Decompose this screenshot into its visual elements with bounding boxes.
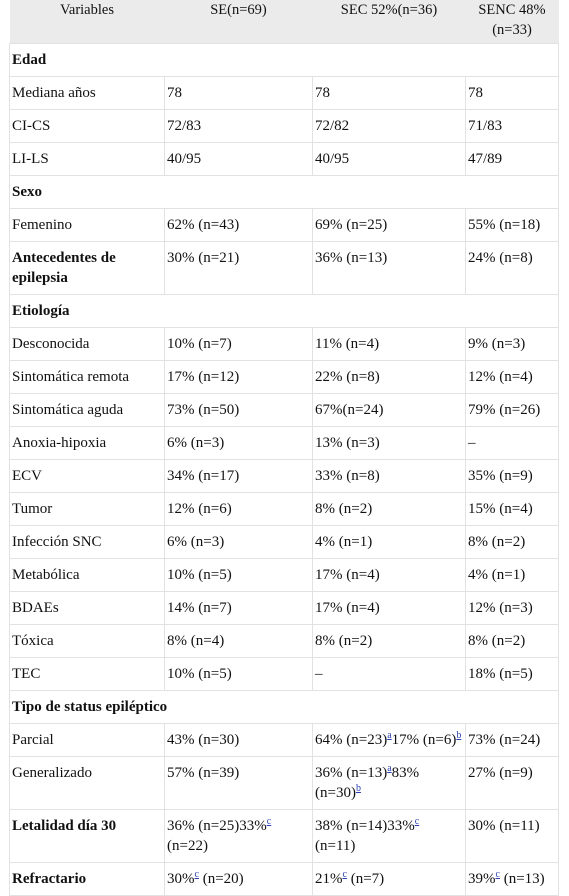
table-cell <box>313 810 466 863</box>
table-cell: 79% (n=26) <box>466 394 559 427</box>
table-cell: 30% (n=21) <box>165 242 313 295</box>
cell-text: 64% (n=23) <box>315 732 388 748</box>
table-cell: 57% (n=39) <box>165 757 313 810</box>
table-cell: 9% (n=3) <box>466 328 559 361</box>
table-row <box>10 863 559 896</box>
table-cell: 47/89 <box>466 143 559 176</box>
row-label: BDAEs <box>10 592 165 625</box>
cell-text: (n=20) <box>198 871 244 887</box>
table-row <box>10 658 559 691</box>
header-sec: SEC 52%(n=36) <box>313 0 466 44</box>
section-row <box>10 295 559 328</box>
section-title: Sexo <box>10 176 559 209</box>
table-row <box>10 242 559 295</box>
row-label: Desconocida <box>10 328 165 361</box>
row-label: LI-LS <box>10 143 165 176</box>
table-cell: 18% (n=5) <box>466 658 559 691</box>
cell-text: (n=13) <box>499 871 545 887</box>
table-cell <box>313 724 466 757</box>
table-cell: 12% (n=6) <box>165 493 313 526</box>
table-cell: 72/82 <box>313 110 466 143</box>
row-label: ECV <box>10 460 165 493</box>
table-cell: 8% (n=2) <box>313 493 466 526</box>
table-cell: 73% (n=50) <box>165 394 313 427</box>
row-label: Parcial <box>10 724 165 757</box>
table-row <box>10 493 559 526</box>
cell-text: (n=11) <box>315 838 356 854</box>
row-label: Infección SNC <box>10 526 165 559</box>
table-row <box>10 394 559 427</box>
table-cell: 78 <box>165 77 313 110</box>
table-row <box>10 110 559 143</box>
table-cell: 69% (n=25) <box>313 209 466 242</box>
footnote-link[interactable]: c <box>342 869 347 880</box>
table-cell: 67%(n=24) <box>313 394 466 427</box>
table-cell: 8% (n=4) <box>165 625 313 658</box>
table-row <box>10 810 559 863</box>
cell-text: 36% (n=13) <box>315 765 388 781</box>
table-row <box>10 427 559 460</box>
table-cell: 6% (n=3) <box>165 427 313 460</box>
section-row <box>10 44 559 77</box>
table-cell: 27% (n=9) <box>466 757 559 810</box>
cell-text: 36% (n=25)33% <box>167 818 267 834</box>
table-cell: 55% (n=18) <box>466 209 559 242</box>
cell-text: 83% (n=30) <box>315 765 420 801</box>
cell-text: (n=22) <box>167 838 208 854</box>
row-label: Femenino <box>10 209 165 242</box>
table-row <box>10 625 559 658</box>
footnote-link[interactable]: c <box>194 869 199 880</box>
table-cell: 62% (n=43) <box>165 209 313 242</box>
table-cell: 40/95 <box>313 143 466 176</box>
row-label: Letalidad día 30 <box>10 810 165 863</box>
cell-text: (n=7) <box>346 871 385 887</box>
table-cell: 40/95 <box>165 143 313 176</box>
table-cell: 30% (n=11) <box>466 810 559 863</box>
table-cell: 17% (n=12) <box>165 361 313 394</box>
table-cell <box>165 863 313 896</box>
table-cell: 34% (n=17) <box>165 460 313 493</box>
footnote-link[interactable]: c <box>495 869 500 880</box>
table-header-row <box>10 0 559 44</box>
table-cell: 6% (n=3) <box>165 526 313 559</box>
header-senc: SENC 48% (n=33) <box>466 0 559 44</box>
table-cell: 15% (n=4) <box>466 493 559 526</box>
table-cell: 71/83 <box>466 110 559 143</box>
table-cell <box>466 863 559 896</box>
table-cell: – <box>466 427 559 460</box>
table-cell: 72/83 <box>165 110 313 143</box>
footnote-link[interactable]: c <box>414 816 420 827</box>
table-cell: 12% (n=4) <box>466 361 559 394</box>
table-cell: 11% (n=4) <box>313 328 466 361</box>
table-cell: 10% (n=7) <box>165 328 313 361</box>
table-row <box>10 77 559 110</box>
table-cell: 8% (n=2) <box>313 625 466 658</box>
cell-text: 38% (n=14)33% <box>315 818 415 834</box>
row-label: Generalizado <box>10 757 165 810</box>
table-cell: 10% (n=5) <box>165 658 313 691</box>
table-row <box>10 209 559 242</box>
header-variables: Variables <box>10 0 165 44</box>
table-row <box>10 757 559 810</box>
row-label: Sintomática remota <box>10 361 165 394</box>
table-cell <box>313 757 466 810</box>
row-label: TEC <box>10 658 165 691</box>
row-label: Tóxica <box>10 625 165 658</box>
table-cell: 8% (n=2) <box>466 625 559 658</box>
table-cell: 10% (n=5) <box>165 559 313 592</box>
row-label: Anoxia-hipoxia <box>10 427 165 460</box>
table-cell: 12% (n=3) <box>466 592 559 625</box>
status-epilepticus-table <box>9 0 559 896</box>
cell-text: 39% <box>468 871 496 887</box>
table-cell: 78 <box>313 77 466 110</box>
cell-text: 21% <box>315 871 343 887</box>
table-body <box>10 44 559 896</box>
table-row <box>10 143 559 176</box>
table-cell: 43% (n=30) <box>165 724 313 757</box>
section-title: Tipo de status epiléptico <box>10 691 559 724</box>
table-cell: 36% (n=13) <box>313 242 466 295</box>
table-row <box>10 460 559 493</box>
row-label: Tumor <box>10 493 165 526</box>
row-label: Mediana años <box>10 77 165 110</box>
footnote-link[interactable]: a <box>387 730 392 741</box>
footnote-link[interactable]: a <box>387 763 392 774</box>
section-title: Etiología <box>10 295 559 328</box>
table-cell: 4% (n=1) <box>466 559 559 592</box>
table-cell: – <box>313 658 466 691</box>
table-row <box>10 559 559 592</box>
row-label: Antecedentes de epilepsia <box>10 242 165 295</box>
footnote-link[interactable]: b <box>355 783 361 794</box>
footnote-link[interactable]: c <box>266 816 272 827</box>
table-cell: 4% (n=1) <box>313 526 466 559</box>
header-se: SE(n=69) <box>165 0 313 44</box>
table-cell: 14% (n=7) <box>165 592 313 625</box>
section-row <box>10 176 559 209</box>
row-label: Sintomática aguda <box>10 394 165 427</box>
row-label: Refractario <box>10 863 165 896</box>
row-label: Metabólica <box>10 559 165 592</box>
table-cell: 78 <box>466 77 559 110</box>
table-cell: 24% (n=8) <box>466 242 559 295</box>
table-cell: 73% (n=24) <box>466 724 559 757</box>
section-title: Edad <box>10 44 559 77</box>
table-cell: 17% (n=4) <box>313 592 466 625</box>
footnote-link[interactable]: b <box>456 730 462 741</box>
table-cell: 17% (n=4) <box>313 559 466 592</box>
table-cell: 13% (n=3) <box>313 427 466 460</box>
table-cell <box>165 810 313 863</box>
table-cell: 8% (n=2) <box>466 526 559 559</box>
cell-text: 30% <box>167 871 195 887</box>
row-label: CI-CS <box>10 110 165 143</box>
table-row <box>10 592 559 625</box>
table-cell: 35% (n=9) <box>466 460 559 493</box>
table-row <box>10 724 559 757</box>
section-row <box>10 691 559 724</box>
table-cell <box>313 863 466 896</box>
table-cell: 22% (n=8) <box>313 361 466 394</box>
table-cell: 33% (n=8) <box>313 460 466 493</box>
table-row <box>10 361 559 394</box>
cell-text: 17% (n=6) <box>391 732 457 748</box>
table-row <box>10 526 559 559</box>
table-row <box>10 328 559 361</box>
